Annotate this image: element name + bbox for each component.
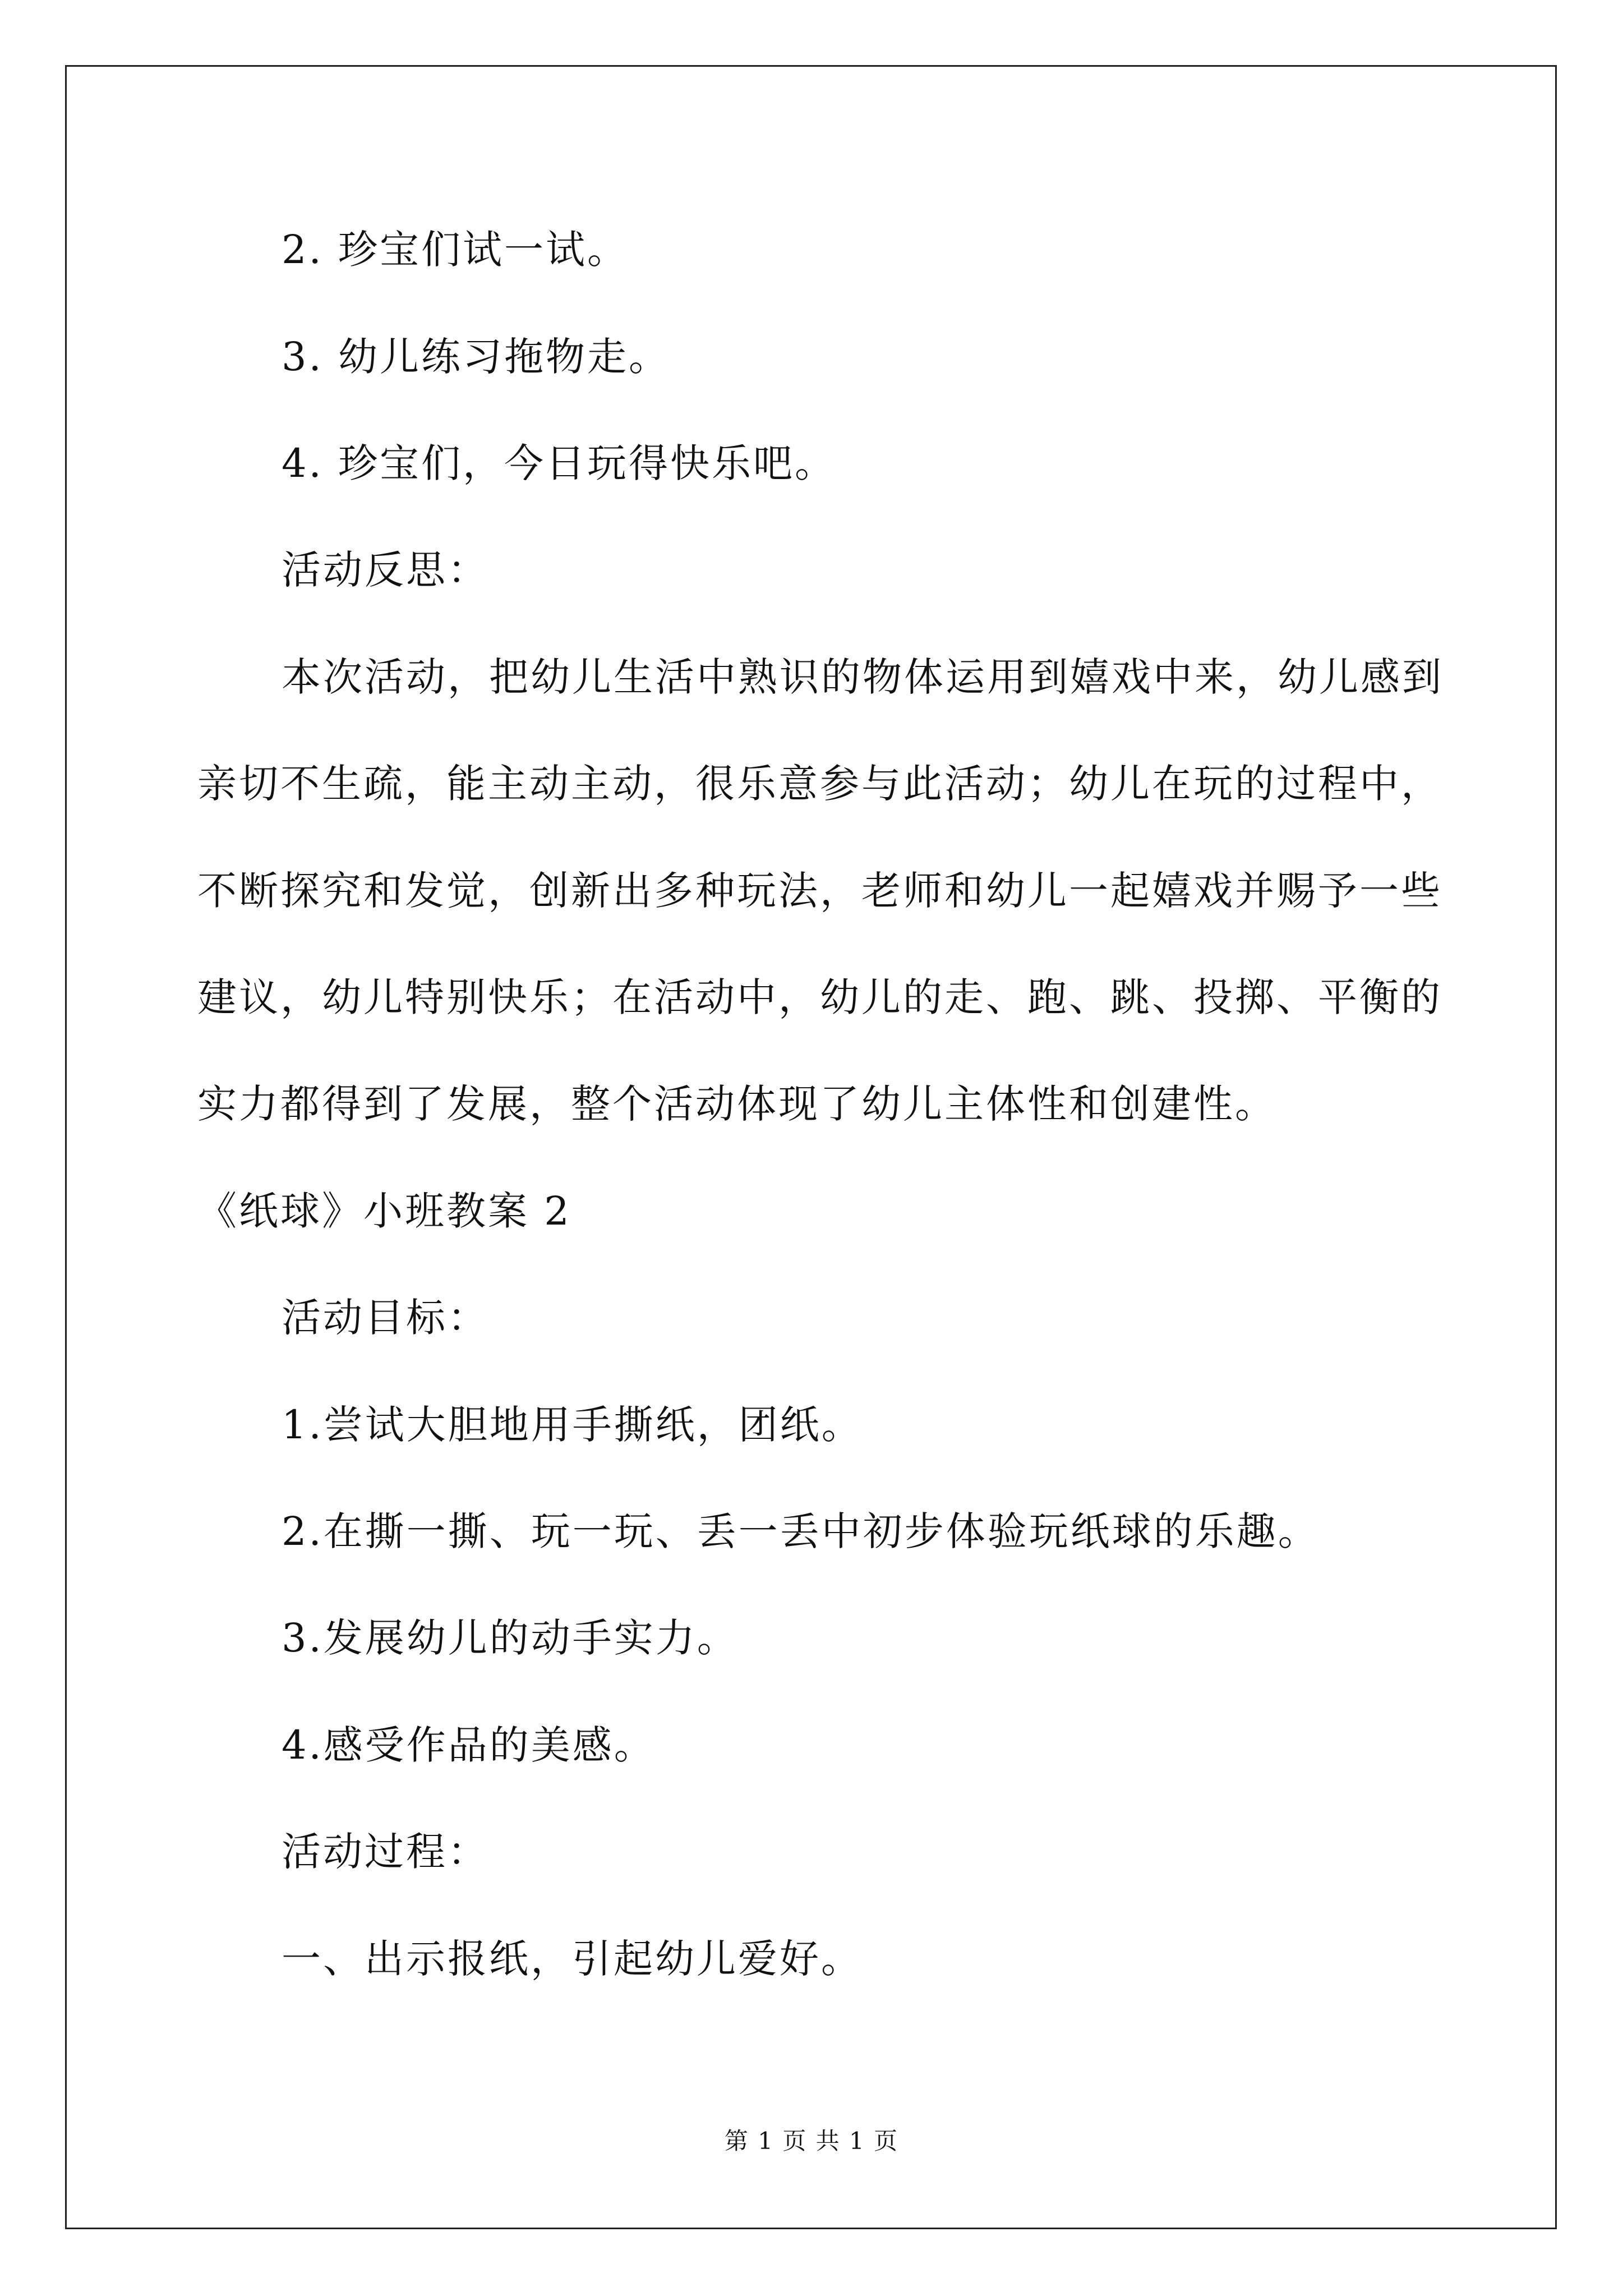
- paragraph-line: 亲切不生疏，能主动主动，很乐意参与此活动；幼儿在玩的过程中，: [197, 761, 1442, 807]
- paragraph-line: 4. 珍宝们，今日玩得快乐吧。: [282, 440, 837, 486]
- section-heading: 活动过程：: [282, 1829, 489, 1875]
- list-item: 3.发展幼儿的动手实力。: [282, 1615, 739, 1661]
- list-item: 1.尝试大胆地用手撕纸，团纸。: [282, 1402, 863, 1448]
- page-frame: [65, 65, 1557, 2229]
- paragraph-line: 2. 珍宝们试一试。: [282, 227, 629, 273]
- page-footer: 第 1 页 共 1 页: [724, 2127, 899, 2155]
- list-item: 2.在撕一撕、玩一玩、丢一丢中初步体验玩纸球的乐趣。: [282, 1508, 1320, 1554]
- paragraph-line: 建议，幼儿特别快乐；在活动中，幼儿的走、跑、跳、投掷、平衡的: [197, 974, 1442, 1020]
- paragraph-line: 实力都得到了发展，整个活动体现了幼儿主体性和创建性。: [197, 1081, 1276, 1127]
- paragraph-line: 一、出示报纸，引起幼儿爱好。: [282, 1936, 863, 1982]
- section-heading: 活动目标：: [282, 1295, 489, 1341]
- document-title: 《纸球》小班教案 2: [197, 1188, 571, 1234]
- paragraph-line: 不断探究和发觉，创新出多种玩法，老师和幼儿一起嬉戏并赐予一些: [197, 868, 1442, 914]
- list-item: 4.感受作品的美感。: [282, 1722, 656, 1768]
- paragraph-line: 3. 幼儿练习拖物走。: [282, 334, 671, 380]
- paragraph-line: 本次活动，把幼儿生活中熟识的物体运用到嬉戏中来，幼儿感到: [282, 654, 1444, 700]
- section-heading: 活动反思：: [282, 547, 489, 593]
